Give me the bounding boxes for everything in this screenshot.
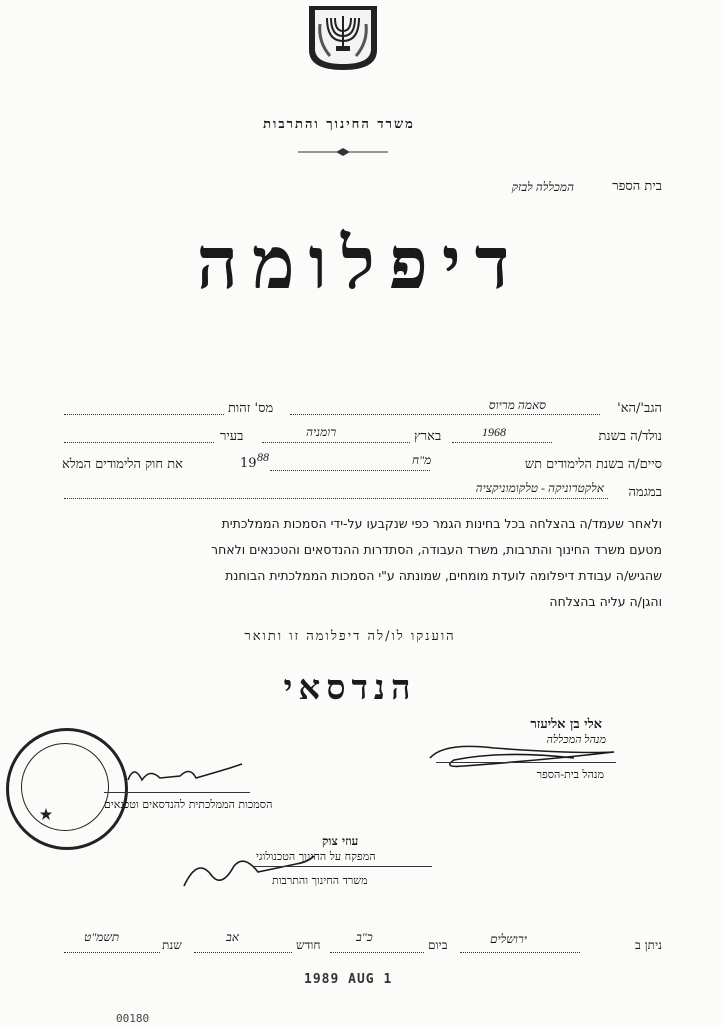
completed-label: סיים/ה בשנת הלימודים תש <box>524 457 662 472</box>
issue-year-line <box>64 952 160 953</box>
issue-place: ירושלים <box>490 932 527 946</box>
serial-number: 00180 <box>116 1012 150 1025</box>
born-label: נולד/ה בשנת <box>598 429 662 444</box>
country-value: רומניה <box>306 425 337 439</box>
star-icon <box>39 807 53 821</box>
supervisor-title: המפקח על החינוך הטכנולוגי <box>256 850 376 863</box>
principal-signature <box>424 738 624 772</box>
authority-signature <box>120 756 250 788</box>
major-value: אלקטרוניקה - טלקומוניקציה <box>475 481 604 495</box>
id-line <box>64 414 224 415</box>
issue-month-value: אב <box>226 930 239 944</box>
issue-day-line <box>330 952 424 953</box>
completed-year-value: 88 <box>257 450 269 464</box>
city-line <box>64 442 214 443</box>
supervisor-signature-line <box>252 866 432 867</box>
major-line <box>64 498 608 499</box>
born-year-line <box>452 442 552 443</box>
ministry-title: משרד החינוך והתרבות <box>263 117 415 132</box>
name-label: הגב'/הא' <box>617 401 662 416</box>
awarded-line: הוענקו לו/לה דיפלומה זו ותואר <box>244 629 456 644</box>
id-label: מס' זהות <box>228 401 274 416</box>
authority-signature-line <box>104 792 250 793</box>
issue-day-value: כ"ב <box>356 930 373 944</box>
principal-name: אלי בן אליעזר <box>530 717 602 732</box>
issue-place-line <box>460 952 580 953</box>
issue-year-value: תשמ"ט <box>84 930 120 944</box>
principal-role: מנהל בית-הספר <box>536 768 604 781</box>
issue-year-label: שנת <box>162 938 182 952</box>
supervisor-name: עוזי צוק <box>322 834 359 848</box>
name-value: סאמה מריוס <box>488 398 546 412</box>
date-stamp: 1989 AUG 1 <box>304 972 393 987</box>
diploma-title: דיפלומה <box>196 220 524 305</box>
authority-seal <box>6 728 128 850</box>
degree-title: הנדסאי <box>283 668 417 708</box>
name-line <box>290 414 600 415</box>
completed-line <box>270 470 430 471</box>
school-value: המכללה לבזק <box>511 180 574 194</box>
issue-given-label: ניתן ב <box>634 938 662 952</box>
country-line <box>262 442 410 443</box>
completed-suffix: את חוק הלימודים המלא <box>62 457 183 472</box>
paragraph-line-4: והגן/ה עליה בהצלחה <box>549 594 662 609</box>
principal-signature-line <box>436 762 616 763</box>
paragraph-line-3: שהגיש/ה עבודת דיפלומה לועדת מומחים, שמונתה ע"י הסמכות הממלכתית הבוחנת <box>225 568 662 583</box>
city-label: בעיר <box>220 429 244 444</box>
ornament-divider <box>296 147 390 157</box>
paragraph-line-2: מטעם משרד החינוך והתרבות, משרד העבודה, הסתדרות ההנדסאים והטכנאים ולאחר <box>211 542 662 557</box>
school-label: בית הספר <box>612 179 662 194</box>
issue-month-line <box>194 952 292 953</box>
issue-month-label: חודש <box>296 938 321 952</box>
completed-hebrew-year: מ"ח <box>412 453 432 467</box>
major-label: במגמה <box>628 485 662 500</box>
principal-title: מנהל המכללה <box>546 734 606 746</box>
completed-year-prefix: 19 <box>240 456 257 471</box>
born-year-value: 1968 <box>482 425 506 439</box>
paragraph-line-1: ולאחר שעמד/ה בהצלחה בכל בחינות הגמר כפי שנקבעו על-ידי הסמכות הממלכתית <box>221 516 662 531</box>
state-emblem-icon <box>306 4 380 72</box>
country-label: בארץ <box>414 429 442 444</box>
issue-day-label: ביום <box>428 938 448 952</box>
supervisor-org: משרד החינוך והתרבות <box>272 874 368 887</box>
authority-caption: הסמכות הממלכתית להנדסאים וטכנאים <box>104 798 273 811</box>
